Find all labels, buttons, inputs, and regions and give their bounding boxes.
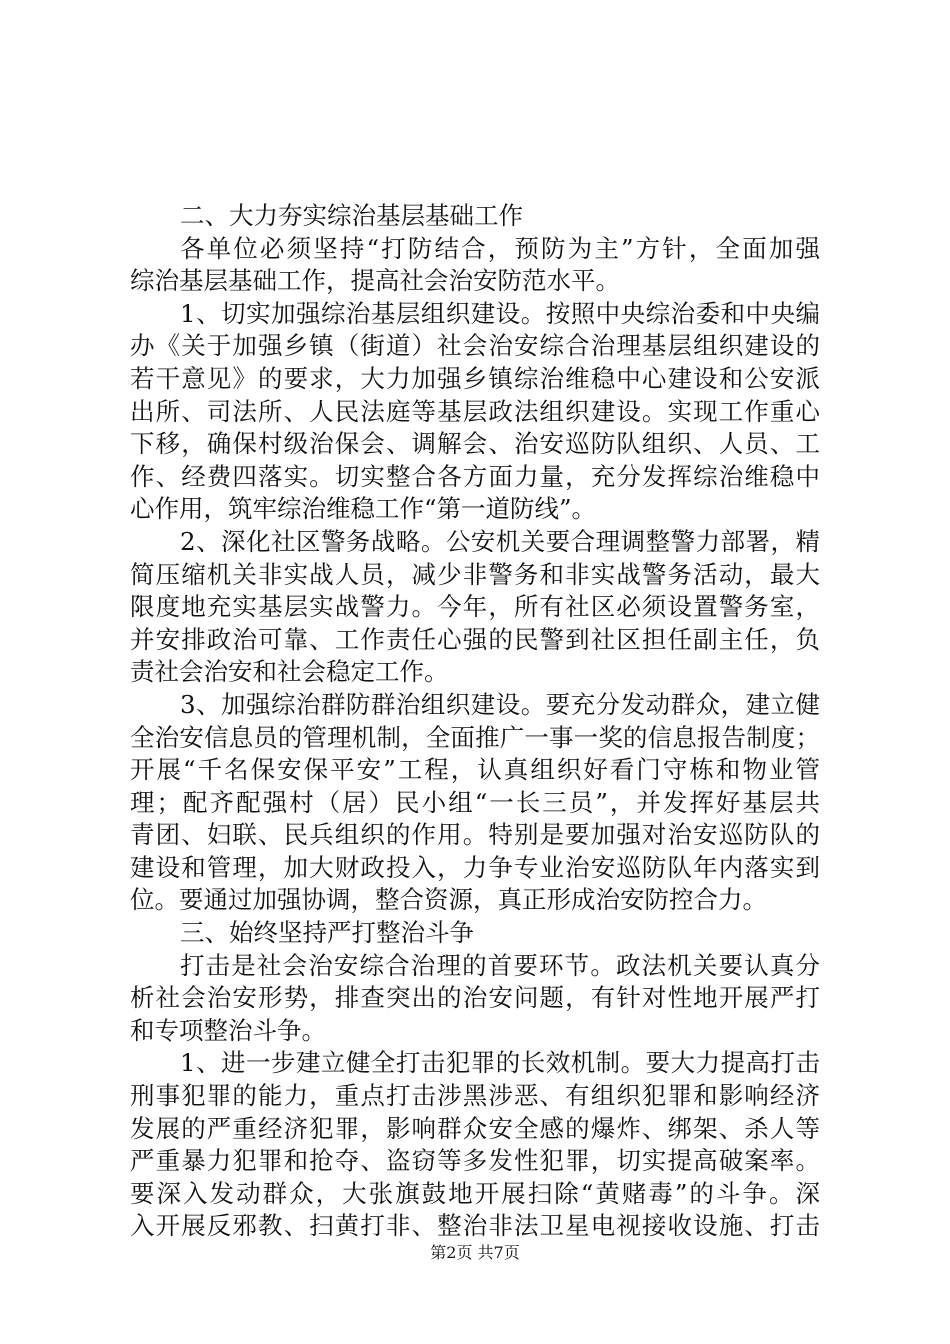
paragraph-line: 2、深化社区警务战略。公安机关要合理调整警力部署，精 (180, 526, 820, 556)
paragraph-line: 理；配齐配强村（居）民小组“一长三员”，并发挥好基层共 (130, 787, 820, 817)
paragraph-line: 限度地充实基层实战警力。今年，所有社区必须设置警务室， (130, 592, 820, 622)
paragraph-line: 办《关于加强乡镇（街道）社会治安综合治理基层组织建设的 (130, 331, 820, 361)
section-heading: 三、始终坚持严打整治斗争 (180, 918, 474, 948)
paragraph-line: 要深入发动群众，大张旗鼓地开展扫除“黄赌毒”的斗争。深 (130, 1178, 820, 1208)
page-footer (0, 1243, 950, 1263)
paragraph-line: 下移，确保村级治保会、调解会、治安巡防队组织、人员、工 (130, 429, 820, 459)
paragraph-line: 责社会治安和社会稳定工作。 (130, 657, 449, 687)
section-heading: 二、大力夯实综治基层基础工作 (180, 201, 523, 230)
paragraph-line: 刑事犯罪的能力，重点打击涉黑涉恶、有组织犯罪和影响经济 (130, 1081, 820, 1111)
paragraph-line: 心作用，筑牢综治维稳工作“第一道防线”。 (130, 494, 597, 524)
paragraph-line: 各单位必须坚持“打防结合，预防为主”方针，全面加强 (180, 233, 820, 263)
paragraph-line: 建设和管理，加大财政投入，力争专业治安巡防队年内落实到 (130, 852, 820, 882)
paragraph-line: 综治基层基础工作，提高社会治安防范水平。 (130, 266, 620, 296)
paragraph-line: 若干意见》的要求，大力加强乡镇综治维稳中心建设和公安派 (130, 363, 820, 393)
paragraph-line: 青团、妇联、民兵组织的作用。特别是要加强对治安巡防队的 (130, 820, 820, 850)
paragraph-line: 和专项整治斗争。 (130, 1015, 326, 1045)
paragraph-line: 1、切实加强综治基层组织建设。按照中央综治委和中央编 (180, 298, 820, 328)
document-body (130, 200, 820, 1243)
page-number: 第2页 共7页 (430, 1243, 520, 1262)
paragraph-line: 1、进一步建立健全打击犯罪的长效机制。要大力提高打击 (180, 1048, 820, 1078)
paragraph-line: 位。要通过加强协调，整合资源，真正形成治安防控合力。 (130, 885, 767, 915)
paragraph-line: 打击是社会治安综合治理的首要环节。政法机关要认真分 (180, 950, 820, 980)
paragraph-line: 入开展反邪教、扫黄打非、整治非法卫星电视接收设施、打击 (130, 1211, 820, 1241)
paragraph-line: 并安排政治可靠、工作责任心强的民警到社区担任副主任，负 (130, 624, 820, 654)
paragraph-line: 开展“千名保安保平安”工程，认真组织好看门守栋和物业管 (130, 755, 820, 785)
paragraph-line: 全治安信息员的管理机制，全面推广一事一奖的信息报告制度； (130, 722, 820, 752)
paragraph-line: 作、经费四落实。切实整合各方面力量，充分发挥综治维稳中 (130, 461, 820, 491)
paragraph-line: 出所、司法所、人民法庭等基层政法组织建设。实现工作重心 (130, 396, 820, 426)
paragraph-line: 发展的严重经济犯罪，影响群众安全感的爆炸、绑架、杀人等 (130, 1113, 820, 1143)
paragraph-line: 简压缩机关非实战人员，减少非警务和非实战警务活动，最大 (130, 559, 820, 589)
paragraph-line: 3、加强综治群防群治组织建设。要充分发动群众，建立健 (180, 689, 820, 719)
paragraph-line: 严重暴力犯罪和抢夺、盗窃等多发性犯罪，切实提高破案率。 (130, 1146, 820, 1176)
paragraph-line: 析社会治安形势，排查突出的治安问题，有针对性地开展严打 (130, 983, 820, 1013)
